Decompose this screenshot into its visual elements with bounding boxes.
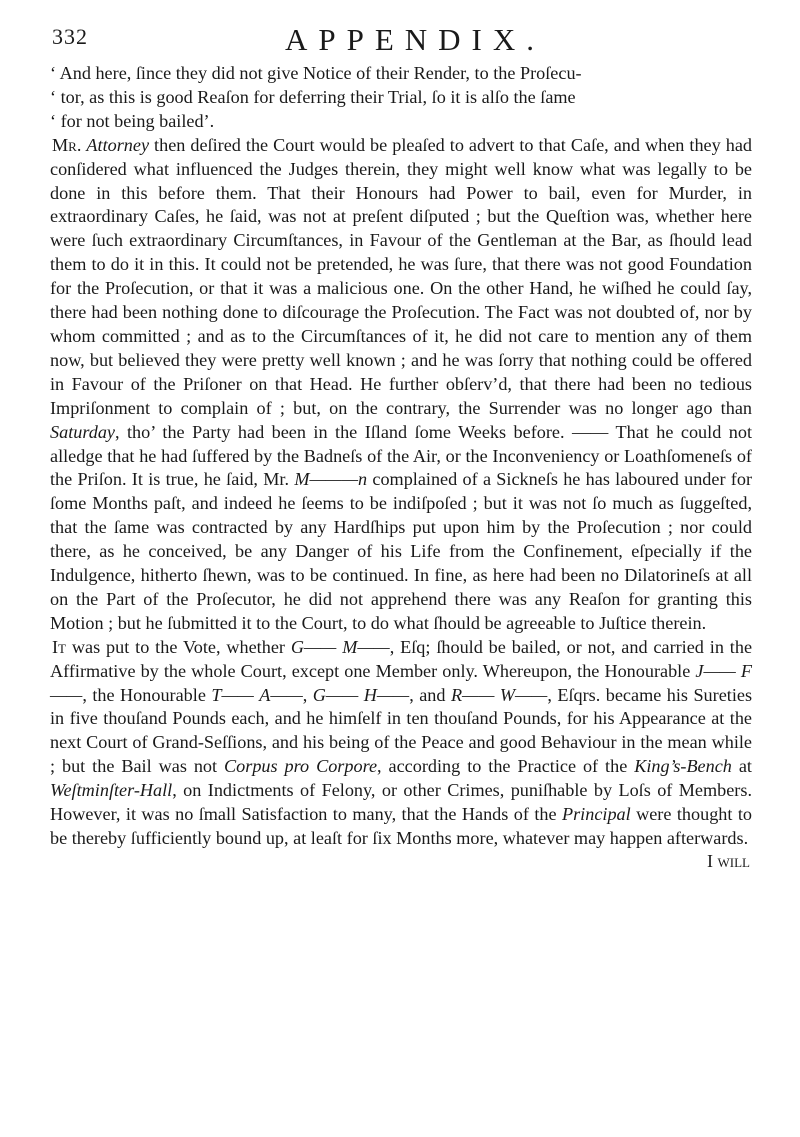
quoted-passage — [50, 62, 752, 134]
italic-term: King’s-Bench — [634, 756, 732, 777]
italic-term: Weſtminſter-Hall — [50, 780, 173, 801]
page-number: 332 — [52, 24, 88, 49]
quote-line: ‘ for not being bailed’. — [50, 110, 215, 131]
page-header — [50, 22, 752, 60]
quote-line: ‘ tor, as this is good Reaſon for deferring their Trial, ſo it is alſo the ſame — [50, 86, 576, 107]
italic-name: T—— — [211, 684, 254, 705]
italic-name: W—— — [499, 684, 548, 705]
italic-term: Attorney — [86, 134, 150, 155]
italic-name: M———n — [294, 469, 368, 490]
italic-name: M—— — [342, 636, 390, 657]
quote-line: ‘ And here, ſince they did not give Notice of their Render, to the Proſecu- — [50, 63, 582, 83]
italic-term: Corpus pro Corpore — [224, 756, 378, 777]
paragraph-vote: It was put to the Vote, whether G—— M——, Eſq; ſhould be bailed, or not, and carried in the Affirmative by the whole Court, except one Member only. Whereupon, the Honourable J—— F——, the Honourable T—— A——, G—— H——, and R—— W——, Eſqrs. became his Sureties in five thouſand Pounds each, and he himſelf in ten thouſand Pounds, for his Appearance at the next Court of Grand-Seſſions, and his being of the Peace and good Behaviour in the mean while ; but the Bail was not Corpus pro Corpore, according to the Practice of the King’s-Bench at Weſtminſter-Hall, on Indictments of Felony, or other Crimes, puniſhable by Loſs of Members. However, it was no ſmall Satisfaction to many, that the Hands of the Principal were thought to be thereby ſufficiently bound up, at leaſt for ſix Months more, whatever may happen afterwards. — [50, 636, 753, 848]
italic-term: Saturday — [50, 421, 115, 442]
italic-name: A—— — [259, 684, 303, 705]
paragraph-attorney: Mr. Attorney then deſired the Court would be pleaſed to advert to that Caſe, and when they had conſidered what influenced the Judges therein, they might well know what was legally to be done in this before them. That their Honours had Power to bail, even for Murder, in extraordinary Caſes, he ſaid, was not at preſent diſputed ; but the Queſtion was, whether here were ſuch extraordinary Circumſtances, in Favour of the Gentleman at the Bar, as ſhould lead them to do it in this. It could not be pretended, he was ſure, that there was not good Foundation for the Proſecution, or that it was a malicious one. On the other Hand, he wiſhed he could ſay, there had been nothing done to diſcourage the Proſecution. The Fact was not doubted of, nor by whom committed ; and as to the Circumſtances of it, he did not care to mention any of them now, but believed they were pretty well known ; and he was ſorry that nothing could be offered in Favour of the Priſoner on that Head. He further obſerv’d, that there had been no tedious Impriſonment to complain of ; but, on the contrary, the Surrender was no longer ago than Saturday, tho’ the Party had been in the Iſland ſome Weeks before. —— That he could not alledge that he had ſuffered by the Badneſs of the Air, or the Inconveniency or Loathſomeneſs of the Priſon. It is true, he ſaid, Mr. M———n complained of a Sickneſs he has laboured under for ſome Months paſt, and indeed he ſeems to be indiſpoſed ; but it was not ſo much as ſuggeſted, that the ſame was contracted by any Hardſhips put upon him by the Proſecution ; nor could there, as he conceived, be any Danger of his Life from the Confinement, eſpecially if the Indulgence, hitherto ſhewn, was to be continued. In fine, as here had been no Dilatorineſs at all on the Part of the Proſecutor, he did not apprehend there was any Reaſon for granting this Motion ; but he ſubmitted it to the Court, to do what ſhould be agreeable to Juſtice therein. — [50, 134, 752, 633]
catchword: I will — [707, 850, 750, 871]
italic-name: J—— — [695, 660, 736, 681]
paragraph-lead: It — [52, 636, 66, 657]
italic-name: R—— — [450, 684, 495, 705]
paragraph-lead: Mr. — [52, 134, 82, 155]
italic-term: Principal — [561, 804, 631, 825]
running-title: APPENDIX. — [284, 22, 546, 57]
body-text — [50, 62, 752, 872]
italic-name: G—— — [290, 636, 337, 657]
italic-name: H—— — [363, 684, 410, 705]
italic-name: G—— — [312, 684, 359, 705]
italic-name: F—— — [50, 660, 753, 705]
